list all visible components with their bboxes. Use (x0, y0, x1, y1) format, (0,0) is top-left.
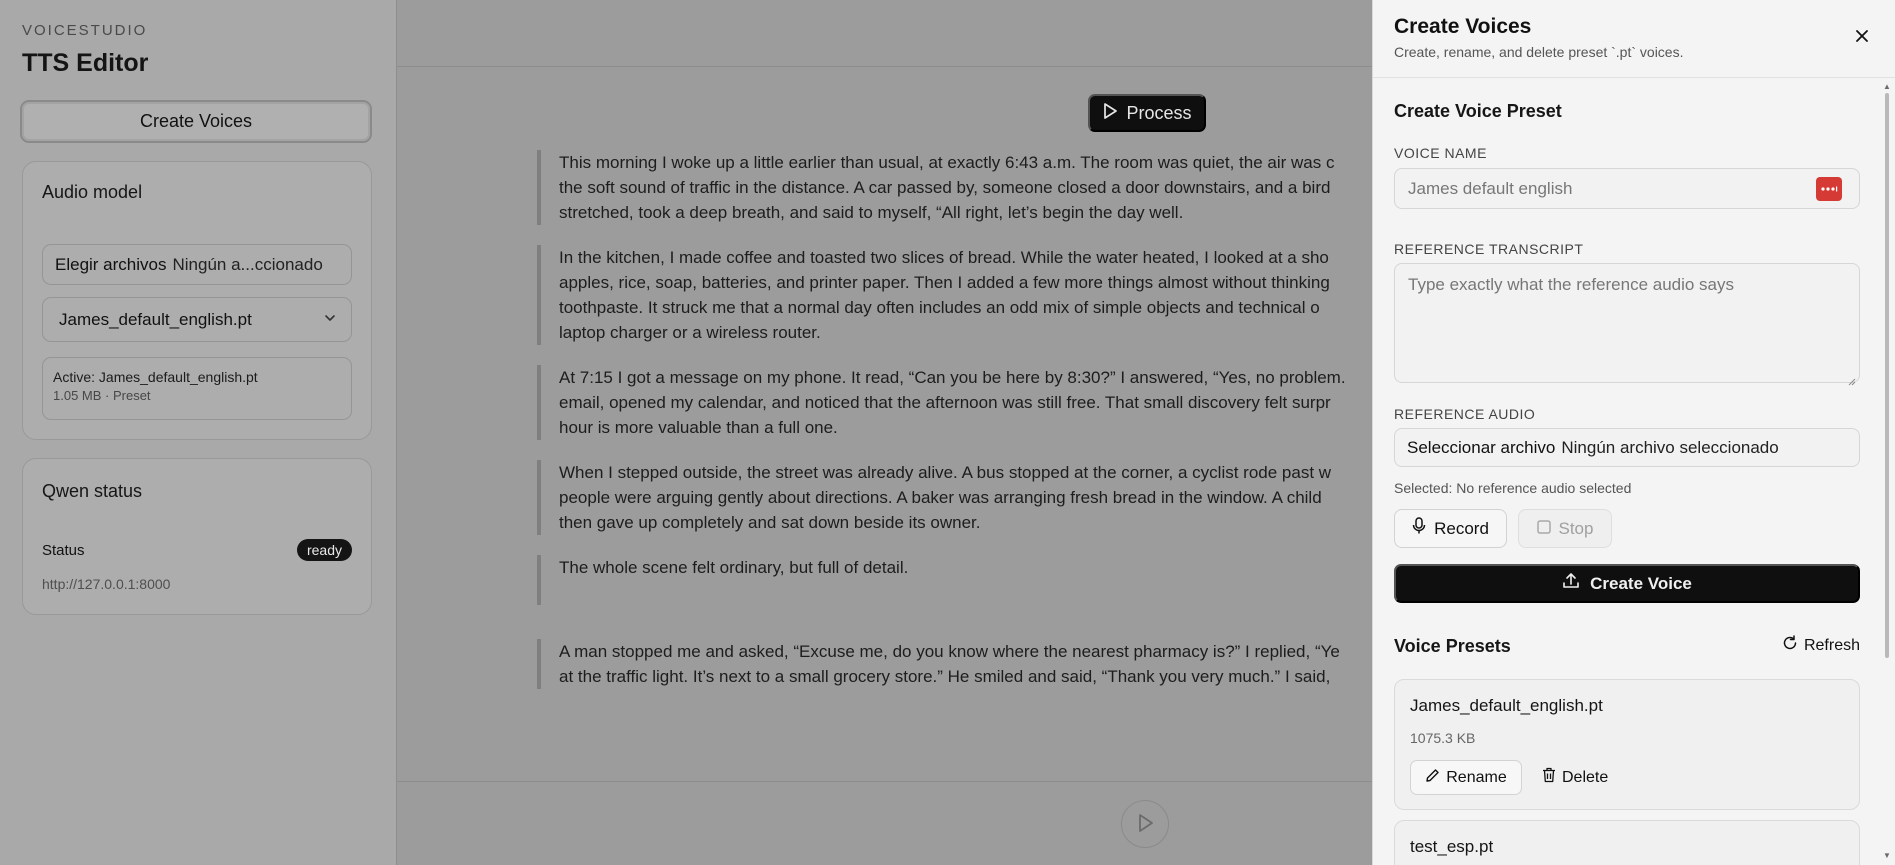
transcript-textarea[interactable] (1394, 263, 1860, 383)
status-row (42, 539, 352, 561)
paragraph-line: At 7:15 I got a message on my phone. It read, “Can you be here by 8:30?” I answered, “Yes, no problem. (559, 368, 1346, 387)
paragraph-line (559, 580, 1372, 605)
process-label: Process (1126, 102, 1192, 123)
paragraph-line: When I stepped outside, the street was already alive. A bus stopped at the corner, a cyclist rode past w (559, 463, 1332, 482)
play-icon (1102, 102, 1118, 125)
paragraph-line: A man stopped me and asked, “Excuse me, do you know where the nearest pharmacy is?” I replied, “Ye (559, 642, 1340, 661)
paragraph-line: apples, rice, soap, batteries, and printer paper. Then I added a few more things almost without thinking (559, 273, 1330, 292)
voice-name-input[interactable] (1394, 168, 1860, 209)
stop-button[interactable] (1518, 509, 1612, 548)
play-icon (1135, 812, 1155, 837)
audio-model-card (22, 161, 372, 440)
active-model-info (42, 357, 352, 420)
preset-card (1394, 820, 1860, 865)
paragraph-line: laptop charger or a wireless router. (559, 323, 821, 342)
editor-main (397, 0, 1372, 865)
paragraph-line: at the traffic light. It’s next to a small grocery store.” He smiled and said, “Thank you very much.” I said, (559, 667, 1331, 686)
resize-grip-icon[interactable] (1848, 371, 1856, 379)
stop-icon (1537, 519, 1551, 539)
paragraph-line: toothpaste. It struck me that a normal day often includes an odd mix of simple objects and technical o (559, 298, 1320, 317)
server-url: http://127.0.0.1:8000 (42, 576, 171, 592)
create-voice-label: Create Voice (1590, 573, 1692, 593)
create-preset-title: Create Voice Preset (1394, 101, 1562, 121)
voice-name-value: James default english (1408, 178, 1573, 198)
transcript-label: REFERENCE TRANSCRIPT (1394, 241, 1584, 257)
record-button[interactable] (1394, 509, 1507, 548)
record-label: Record (1434, 518, 1489, 538)
create-voice-button[interactable] (1394, 564, 1860, 603)
process-button[interactable] (1088, 94, 1206, 132)
model-select-value: James_default_english.pt (59, 309, 252, 329)
preset-name: James_default_english.pt (1410, 696, 1603, 715)
rename-label: Rename (1446, 768, 1507, 786)
active-model-line: Active: James_default_english.pt (53, 369, 258, 385)
close-button[interactable] (1851, 26, 1873, 48)
drawer-title: Create Voices (1394, 15, 1532, 38)
paragraph-block[interactable] (537, 150, 1372, 225)
close-icon (1855, 29, 1869, 46)
brand-label: VOICESTUDIO (22, 22, 148, 39)
select-file-button[interactable]: Seleccionar archivo (1407, 437, 1556, 457)
paragraph-line: In the kitchen, I made coffee and toasted two slices of bread. While the water heated, I looked at a sho (559, 248, 1329, 267)
selected-audio-note: Selected: No reference audio selected (1394, 480, 1632, 496)
audio-model-title: Audio model (42, 182, 143, 202)
scroll-thumb[interactable] (1885, 93, 1889, 658)
status-label: Status (42, 541, 85, 559)
create-voices-drawer (1372, 0, 1895, 865)
voice-presets-title: Voice Presets (1394, 636, 1511, 656)
password-manager-icon[interactable] (1816, 177, 1842, 201)
active-model-meta: 1.05 MB · Preset (53, 388, 151, 403)
drawer-subtitle: Create, rename, and delete preset `.pt` voices. (1394, 44, 1684, 60)
preset-size: 1075.3 KB (1410, 730, 1476, 746)
sidebar (0, 0, 397, 865)
create-voices-button[interactable]: Create Voices (20, 100, 372, 143)
model-select[interactable] (42, 297, 352, 342)
upload-icon (1562, 572, 1580, 595)
drawer-scrollbar[interactable] (1880, 79, 1895, 865)
player-bar (397, 781, 1372, 865)
paragraph-block[interactable] (537, 245, 1372, 345)
paragraph-list (537, 150, 1372, 780)
paragraph-line: This morning I woke up a little earlier than usual, at exactly 6:43 a.m. The room was quiet, the air was c (559, 153, 1335, 172)
pencil-icon (1425, 768, 1440, 788)
chevron-down-icon (323, 310, 337, 330)
choose-files-button[interactable]: Elegir archivos (55, 254, 167, 274)
rename-button[interactable] (1410, 760, 1522, 795)
scroll-down-icon[interactable]: ▼ (1883, 851, 1891, 860)
status-badge: ready (297, 539, 352, 561)
delete-label: Delete (1562, 768, 1609, 786)
qwen-status-title: Qwen status (42, 481, 143, 501)
drawer-header (1373, 0, 1895, 78)
paragraph-block[interactable] (537, 365, 1372, 440)
microphone-icon (1412, 517, 1426, 540)
voice-name-label: VOICE NAME (1394, 145, 1487, 161)
qwen-status-card (22, 458, 372, 615)
paragraph-line: then gave up completely and sat down beside its owner. (559, 513, 981, 532)
audio-file-status: Ningún archivo seleccionado (1561, 437, 1779, 457)
paragraph-line: The whole scene felt ordinary, but full of detail. (559, 558, 909, 577)
reference-audio-input[interactable] (1394, 428, 1860, 467)
paragraph-line: email, opened my calendar, and noticed that the afternoon was still free. That small discovery felt surpr (559, 393, 1331, 412)
paragraph-line: the soft sound of traffic in the distance. A car passed by, someone closed a door downstairs, and a bird (559, 178, 1331, 197)
paragraph-block[interactable] (537, 639, 1372, 689)
stop-label: Stop (1558, 518, 1594, 538)
paragraph-line: hour is more valuable than a full one. (559, 418, 838, 437)
play-button[interactable] (1121, 800, 1169, 848)
model-file-status: Ningún a...ccionado (172, 254, 323, 274)
drawer-body (1373, 79, 1880, 865)
paragraph-block[interactable] (537, 460, 1372, 535)
transcript-placeholder: Type exactly what the reference audio says (1408, 275, 1735, 294)
paragraph-block[interactable] (537, 555, 1372, 605)
refresh-icon (1782, 635, 1798, 656)
paragraph-line: stretched, took a deep breath, and said to myself, “All right, let’s begin the day well. (559, 203, 1184, 222)
scroll-up-icon[interactable]: ▲ (1883, 82, 1891, 91)
preset-card (1394, 679, 1860, 810)
delete-button[interactable] (1532, 760, 1618, 795)
trash-icon (1542, 767, 1556, 788)
preset-name: test_esp.pt (1410, 837, 1494, 856)
main-topbar (397, 0, 1372, 67)
refresh-label: Refresh (1803, 636, 1860, 654)
app-title: TTS Editor (22, 49, 149, 77)
paragraph-line: people were arguing gently about directions. A baker was arranging fresh bread in the window. A child (559, 488, 1322, 507)
model-file-input[interactable] (42, 244, 352, 285)
refresh-button[interactable] (1782, 635, 1860, 656)
reference-audio-label: REFERENCE AUDIO (1394, 406, 1536, 422)
